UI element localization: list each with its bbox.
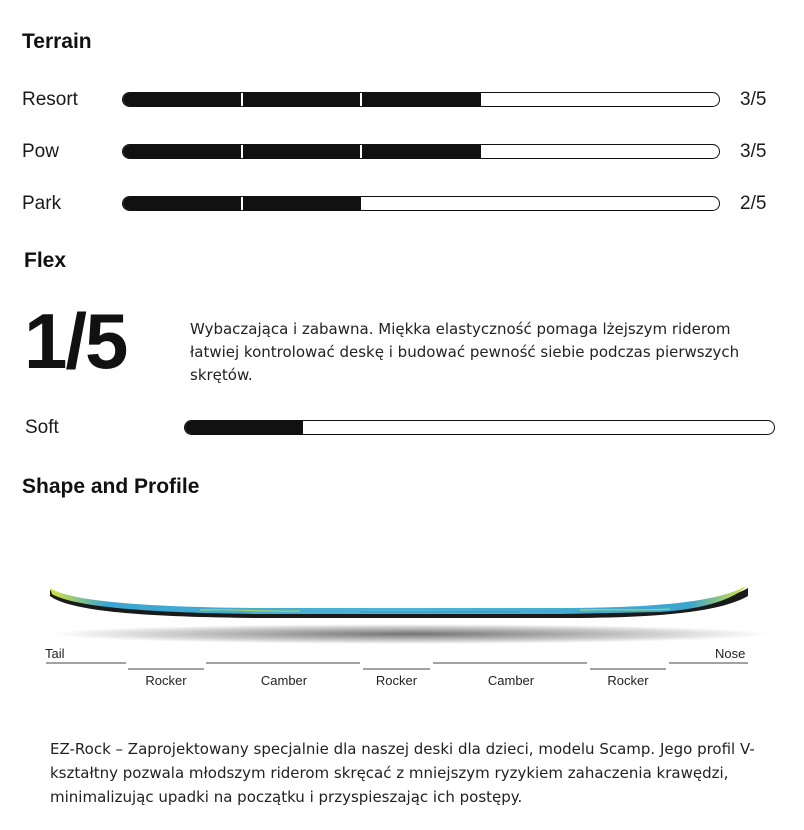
terrain-bar-tick <box>360 145 362 158</box>
terrain-heading: Terrain <box>22 30 92 53</box>
terrain-label: Resort <box>22 89 78 110</box>
profile-tail-label: Tail <box>45 646 65 661</box>
shape-heading: Shape and Profile <box>22 475 200 498</box>
terrain-bar <box>122 196 720 211</box>
terrain-bar-tick <box>241 145 243 158</box>
flex-heading: Flex <box>24 249 67 272</box>
profile-segment-label: Rocker <box>145 673 187 688</box>
profile-segment-label: Camber <box>260 673 308 688</box>
terrain-bar-fill <box>123 93 481 106</box>
terrain-bar-tick <box>241 93 243 106</box>
terrain-label: Pow <box>22 141 59 162</box>
profile-lines <box>0 655 804 675</box>
flex-bar <box>184 420 775 435</box>
flex-score: 1/5 <box>24 297 127 385</box>
terrain-bar <box>122 144 720 159</box>
profile-description: EZ-Rock – Zaprojektowany specjalnie dla naszej deski dla dzieci, modelu Scamp. Jego profil V-kształtny pozwala młodszym riderom skręcać z mniejszym ryzykiem zahaczenia krawędzi, minimalizując upadki na początku i przyspieszając ich postępy. <box>50 740 755 806</box>
profile-segment-label: Rocker <box>375 673 418 688</box>
terrain-bar <box>122 92 720 107</box>
flex-scale-label: Soft <box>25 417 59 438</box>
terrain-score: 3/5 <box>740 89 767 110</box>
terrain-label: Park <box>22 193 62 214</box>
terrain-bar-tick <box>241 197 243 210</box>
profile-nose-label: Nose <box>715 646 746 661</box>
flex-bar-fill <box>185 421 303 434</box>
flex-description: Wybaczająca i zabawna. Miękka elastyczność pomaga lżejszym riderom łatwiej kontrolować deskę i budować pewność siebie podczas pierwszych skrętów. <box>190 320 740 384</box>
terrain-bar-tick <box>360 93 362 106</box>
profile-segment-label: Rocker <box>607 673 649 688</box>
terrain-score: 2/5 <box>740 193 767 214</box>
terrain-bar-fill <box>123 145 481 158</box>
terrain-score: 3/5 <box>740 141 767 162</box>
profile-segment-label: Camber <box>487 673 535 688</box>
